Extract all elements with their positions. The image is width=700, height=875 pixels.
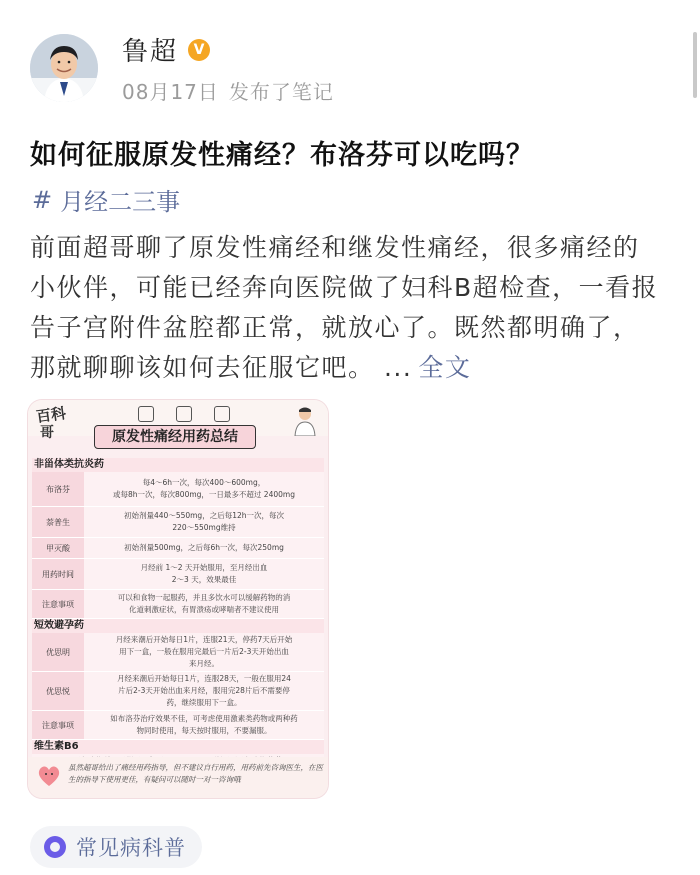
image-logo: 百科 — [34, 403, 68, 426]
avatar[interactable] — [30, 34, 98, 102]
medication-table — [32, 458, 324, 768]
body-line: 前面超哥聊了原发性痛经和继发性痛经，很多痛经的 — [30, 233, 640, 262]
table-key: 注意事项 — [32, 590, 84, 618]
clipboard-icon — [176, 406, 192, 422]
medicine-box-icon — [138, 406, 154, 422]
post-meta — [122, 76, 334, 105]
table-value: 每4～6h一次，每次400～600mg， 或每8h一次，每次800mg，一日最多不超过 2400mg — [84, 472, 324, 506]
table-key: 用药时间 — [32, 559, 84, 589]
table-section: 维生素B6 — [32, 740, 324, 754]
table-row — [32, 711, 324, 740]
tag-chip[interactable] — [30, 826, 202, 868]
body-line: 告子宫附件盆腔都正常，就放心了。既然都明确了， — [30, 313, 640, 342]
table-row — [32, 472, 324, 507]
image-logo-sub: 哥 — [40, 425, 54, 441]
table-key: 优思明 — [32, 633, 84, 671]
table-value: 月经来潮后开始每日1片，连服28天，一般在服用24 片后2-3天开始出血来月经，服用完28片后不需要停 药，继续服用下一盒。 — [84, 672, 324, 710]
table-row — [32, 538, 324, 559]
chat-bubble-icon — [44, 836, 66, 858]
table-key: 布洛芬 — [32, 472, 84, 506]
table-section: 短效避孕药 — [32, 619, 324, 633]
body-line: 小伙伴，可能已经奔向医院做了妇科B超检查，一看报 — [30, 273, 659, 302]
topic-label: 月经二三事 — [60, 188, 181, 216]
image-footer — [28, 757, 328, 798]
image-heading: 原发性痛经用药总结 — [94, 425, 256, 449]
post-image[interactable] — [28, 400, 328, 798]
table-row — [32, 559, 324, 590]
table-value: 初始剂量500mg，之后每6h一次，每次250mg — [84, 538, 324, 558]
image-footer-text: 虽然超哥给出了痛经用药指导，但不建议自行用药，用药前先咨询医生，在医生的指导下使用更佳，有疑问可以随时一对一咨询哦 — [68, 763, 323, 784]
table-value: 如布洛芬治疗效果不佳，可考虑使用激素类药物或两种药 物同时使用，每天按时服用，不要漏服。 — [84, 711, 324, 739]
avatar-portrait — [30, 34, 98, 102]
table-key: 萘普生 — [32, 507, 84, 537]
medical-kit-icon — [214, 406, 230, 422]
doctor-figure-icon — [292, 406, 318, 436]
scrollbar[interactable] — [693, 32, 697, 98]
name-row — [122, 31, 334, 68]
image-decor-icons — [138, 406, 230, 422]
table-row — [32, 633, 324, 672]
table-row — [32, 507, 324, 538]
body-line-text: 那就聊聊该如何去征服它吧。 — [30, 353, 375, 382]
table-section: 非甾体类抗炎药 — [32, 458, 324, 472]
post-header — [30, 32, 334, 104]
table-key: 注意事项 — [32, 711, 84, 739]
table-value: 月经来潮后开始每日1片，连服21天，停药7天后开始 用下一盒，一般在服用完最后一片后2-3天开始出血 来月经。 — [84, 633, 324, 671]
full-text-link[interactable]: 全文 — [418, 353, 472, 382]
table-key: 优思悦 — [32, 672, 84, 710]
table-value: 初始剂量440～550mg，之后每12h一次，每次 220～550mg维持 — [84, 507, 324, 537]
user-meta — [122, 31, 334, 105]
username[interactable]: 鲁超 — [122, 37, 179, 67]
post-action: 发布了笔记 — [228, 80, 334, 104]
heart-icon — [36, 763, 62, 789]
tag-label: 常见病科普 — [76, 836, 186, 860]
table-row — [32, 590, 324, 619]
hashtag-icon: # — [32, 185, 53, 214]
post-body — [30, 228, 670, 388]
body-line — [30, 348, 670, 388]
table-value: 月经前 1～2 天开始服用，至月经出血 2～3 天，效果最佳 — [84, 559, 324, 589]
post-title: 如何征服原发性痛经？布洛芬可以吃吗？ — [30, 140, 534, 171]
ellipsis: ... — [383, 353, 413, 382]
table-row — [32, 672, 324, 711]
table-key: 甲灭酸 — [32, 538, 84, 558]
post-date: 08月17日 — [122, 80, 219, 104]
verified-badge-icon: V — [188, 39, 210, 61]
topic-link[interactable] — [32, 182, 180, 217]
table-value: 可以和食物一起服药，并且多饮水可以缓解药物的消 化道刺激症状，有胃溃疡或哮喘者不建议使用 — [84, 590, 324, 618]
